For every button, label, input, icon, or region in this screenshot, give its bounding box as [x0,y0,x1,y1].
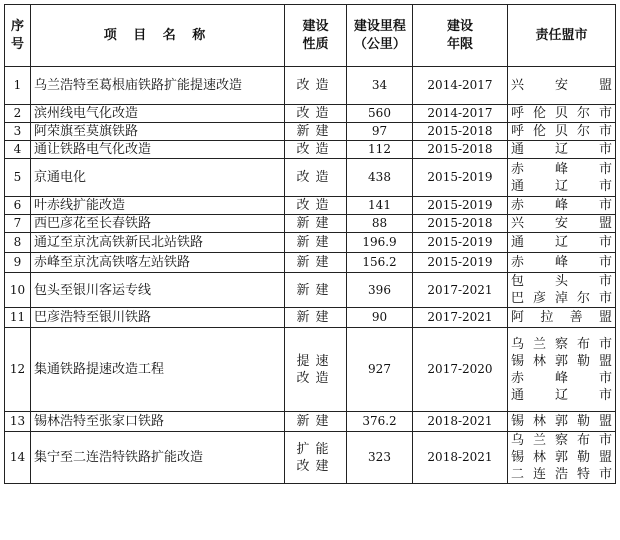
cell-seq: 7 [5,215,31,233]
cell-resp [508,432,616,484]
cell-resp [508,328,616,412]
cell-period: 2014-2017 [413,67,508,105]
resp-line: 兴安盟 [511,78,612,93]
resp-line: 赤峰市 [511,255,612,270]
cell-length: 560 [347,105,413,123]
cell-nature [285,123,347,141]
table-row [5,105,616,123]
nature-line: 新建 [296,282,335,298]
cell-nature [285,67,347,105]
cell-length: 196.9 [347,233,413,253]
cell-nature [285,197,347,215]
nature-line: 扩能 [296,441,335,457]
cell-name: 西巴彦花至长春铁路 [31,215,285,233]
resp-line: 赤峰市 [511,198,612,213]
cell-resp [508,159,616,197]
cell-length: 376.2 [347,412,413,432]
header-row [5,5,616,67]
resp-line: 锡林郭勒盟 [511,450,612,465]
header-seq: 序号 [5,5,31,67]
resp-line: 乌兰察布市 [511,433,612,448]
nature-line: 改造 [296,370,335,386]
table-row [5,67,616,105]
cell-period: 2014-2017 [413,105,508,123]
table-body [5,67,616,484]
cell-length: 438 [347,159,413,197]
cell-seq: 4 [5,141,31,159]
table-row [5,197,616,215]
cell-name: 集通铁路提速改造工程 [31,328,285,412]
nature-line: 新建 [296,235,335,250]
resp-line: 通辽市 [511,178,612,194]
header-nature: 建设性质 [285,5,347,67]
cell-length: 927 [347,328,413,412]
nature-line: 新建 [296,216,335,231]
nature-line: 新建 [296,124,335,139]
resp-line: 锡林郭勒盟 [511,414,612,429]
cell-period: 2015-2019 [413,197,508,215]
header-length: 建设里程（公里） [347,5,413,67]
cell-name: 京通电化 [31,159,285,197]
cell-name: 巴彦浩特至银川铁路 [31,308,285,328]
resp-line: 呼伦贝尔市 [511,124,612,139]
cell-period: 2018-2021 [413,432,508,484]
cell-name: 阿荣旗至莫旗铁路 [31,123,285,141]
nature-line: 提速 [296,353,335,369]
cell-period: 2015-2019 [413,233,508,253]
cell-length: 90 [347,308,413,328]
cell-seq: 13 [5,412,31,432]
cell-name: 通让铁路电气化改造 [31,141,285,159]
cell-resp [508,273,616,308]
cell-resp [508,412,616,432]
cell-name: 叶赤线扩能改造 [31,197,285,215]
cell-seq: 2 [5,105,31,123]
header-period: 建设年限 [413,5,508,67]
table-row [5,215,616,233]
resp-line: 通辽市 [511,387,612,403]
table-row [5,308,616,328]
cell-resp [508,233,616,253]
cell-nature [285,233,347,253]
resp-line: 赤峰市 [511,161,612,177]
nature-line: 改建 [296,458,335,474]
cell-seq: 5 [5,159,31,197]
table-row [5,412,616,432]
cell-name: 乌兰浩特至葛根庙铁路扩能提速改造 [31,67,285,105]
resp-line: 巴彦淖尔市 [511,291,612,306]
table-row [5,273,616,308]
cell-resp [508,105,616,123]
cell-nature [285,328,347,412]
cell-period: 2015-2018 [413,215,508,233]
resp-line: 乌兰察布市 [511,336,612,352]
cell-name: 通辽至京沈高铁新民北站铁路 [31,233,285,253]
cell-period: 2015-2018 [413,141,508,159]
cell-seq: 11 [5,308,31,328]
cell-period: 2017-2021 [413,273,508,308]
cell-period: 2015-2019 [413,159,508,197]
cell-seq: 12 [5,328,31,412]
table-row [5,328,616,412]
cell-resp [508,67,616,105]
table-row [5,432,616,484]
cell-resp [508,308,616,328]
table-row [5,141,616,159]
cell-resp [508,141,616,159]
table-row [5,123,616,141]
cell-seq: 9 [5,253,31,273]
cell-nature [285,253,347,273]
cell-name: 锡林浩特至张家口铁路 [31,412,285,432]
nature-line: 新建 [296,414,335,429]
nature-line: 新建 [296,255,335,270]
cell-resp [508,197,616,215]
cell-length: 323 [347,432,413,484]
table-row [5,159,616,197]
header-resp: 责任盟市 [508,5,616,67]
nature-line: 改造 [296,142,335,157]
nature-line: 改造 [296,106,335,121]
cell-nature [285,412,347,432]
cell-nature [285,215,347,233]
cell-length: 156.2 [347,253,413,273]
cell-seq: 6 [5,197,31,215]
resp-line: 通辽市 [511,235,612,250]
nature-line: 改造 [296,78,335,93]
resp-line: 包头市 [511,274,612,289]
cell-name: 滨州线电气化改造 [31,105,285,123]
railway-projects-table [4,4,616,484]
cell-period: 2017-2021 [413,308,508,328]
cell-length: 396 [347,273,413,308]
cell-resp [508,215,616,233]
nature-line: 改造 [296,170,335,185]
cell-seq: 10 [5,273,31,308]
cell-nature [285,273,347,308]
table-row [5,233,616,253]
resp-line: 赤峰市 [511,370,612,386]
cell-name: 赤峰至京沈高铁喀左站铁路 [31,253,285,273]
cell-nature [285,105,347,123]
cell-period: 2018-2021 [413,412,508,432]
resp-line: 锡林郭勒盟 [511,353,612,369]
resp-line: 二连浩特市 [511,467,612,482]
resp-line: 阿拉善盟 [511,310,612,325]
resp-line: 兴安盟 [511,216,612,231]
table-row [5,253,616,273]
cell-length: 88 [347,215,413,233]
cell-seq: 1 [5,67,31,105]
cell-seq: 3 [5,123,31,141]
cell-period: 2015-2019 [413,253,508,273]
cell-resp [508,123,616,141]
cell-nature [285,141,347,159]
cell-name: 集宁至二连浩特铁路扩能改造 [31,432,285,484]
cell-length: 97 [347,123,413,141]
cell-length: 141 [347,197,413,215]
cell-name: 包头至银川客运专线 [31,273,285,308]
cell-nature [285,432,347,484]
nature-line: 改造 [296,198,335,213]
cell-period: 2015-2018 [413,123,508,141]
cell-resp [508,253,616,273]
cell-period: 2017-2020 [413,328,508,412]
cell-nature [285,159,347,197]
resp-line: 通辽市 [511,142,612,157]
cell-length: 34 [347,67,413,105]
cell-seq: 14 [5,432,31,484]
cell-seq: 8 [5,233,31,253]
cell-length: 112 [347,141,413,159]
nature-line: 新建 [296,310,335,325]
header-name: 项 目 名 称 [31,5,285,67]
cell-nature [285,308,347,328]
resp-line: 呼伦贝尔市 [511,106,612,121]
